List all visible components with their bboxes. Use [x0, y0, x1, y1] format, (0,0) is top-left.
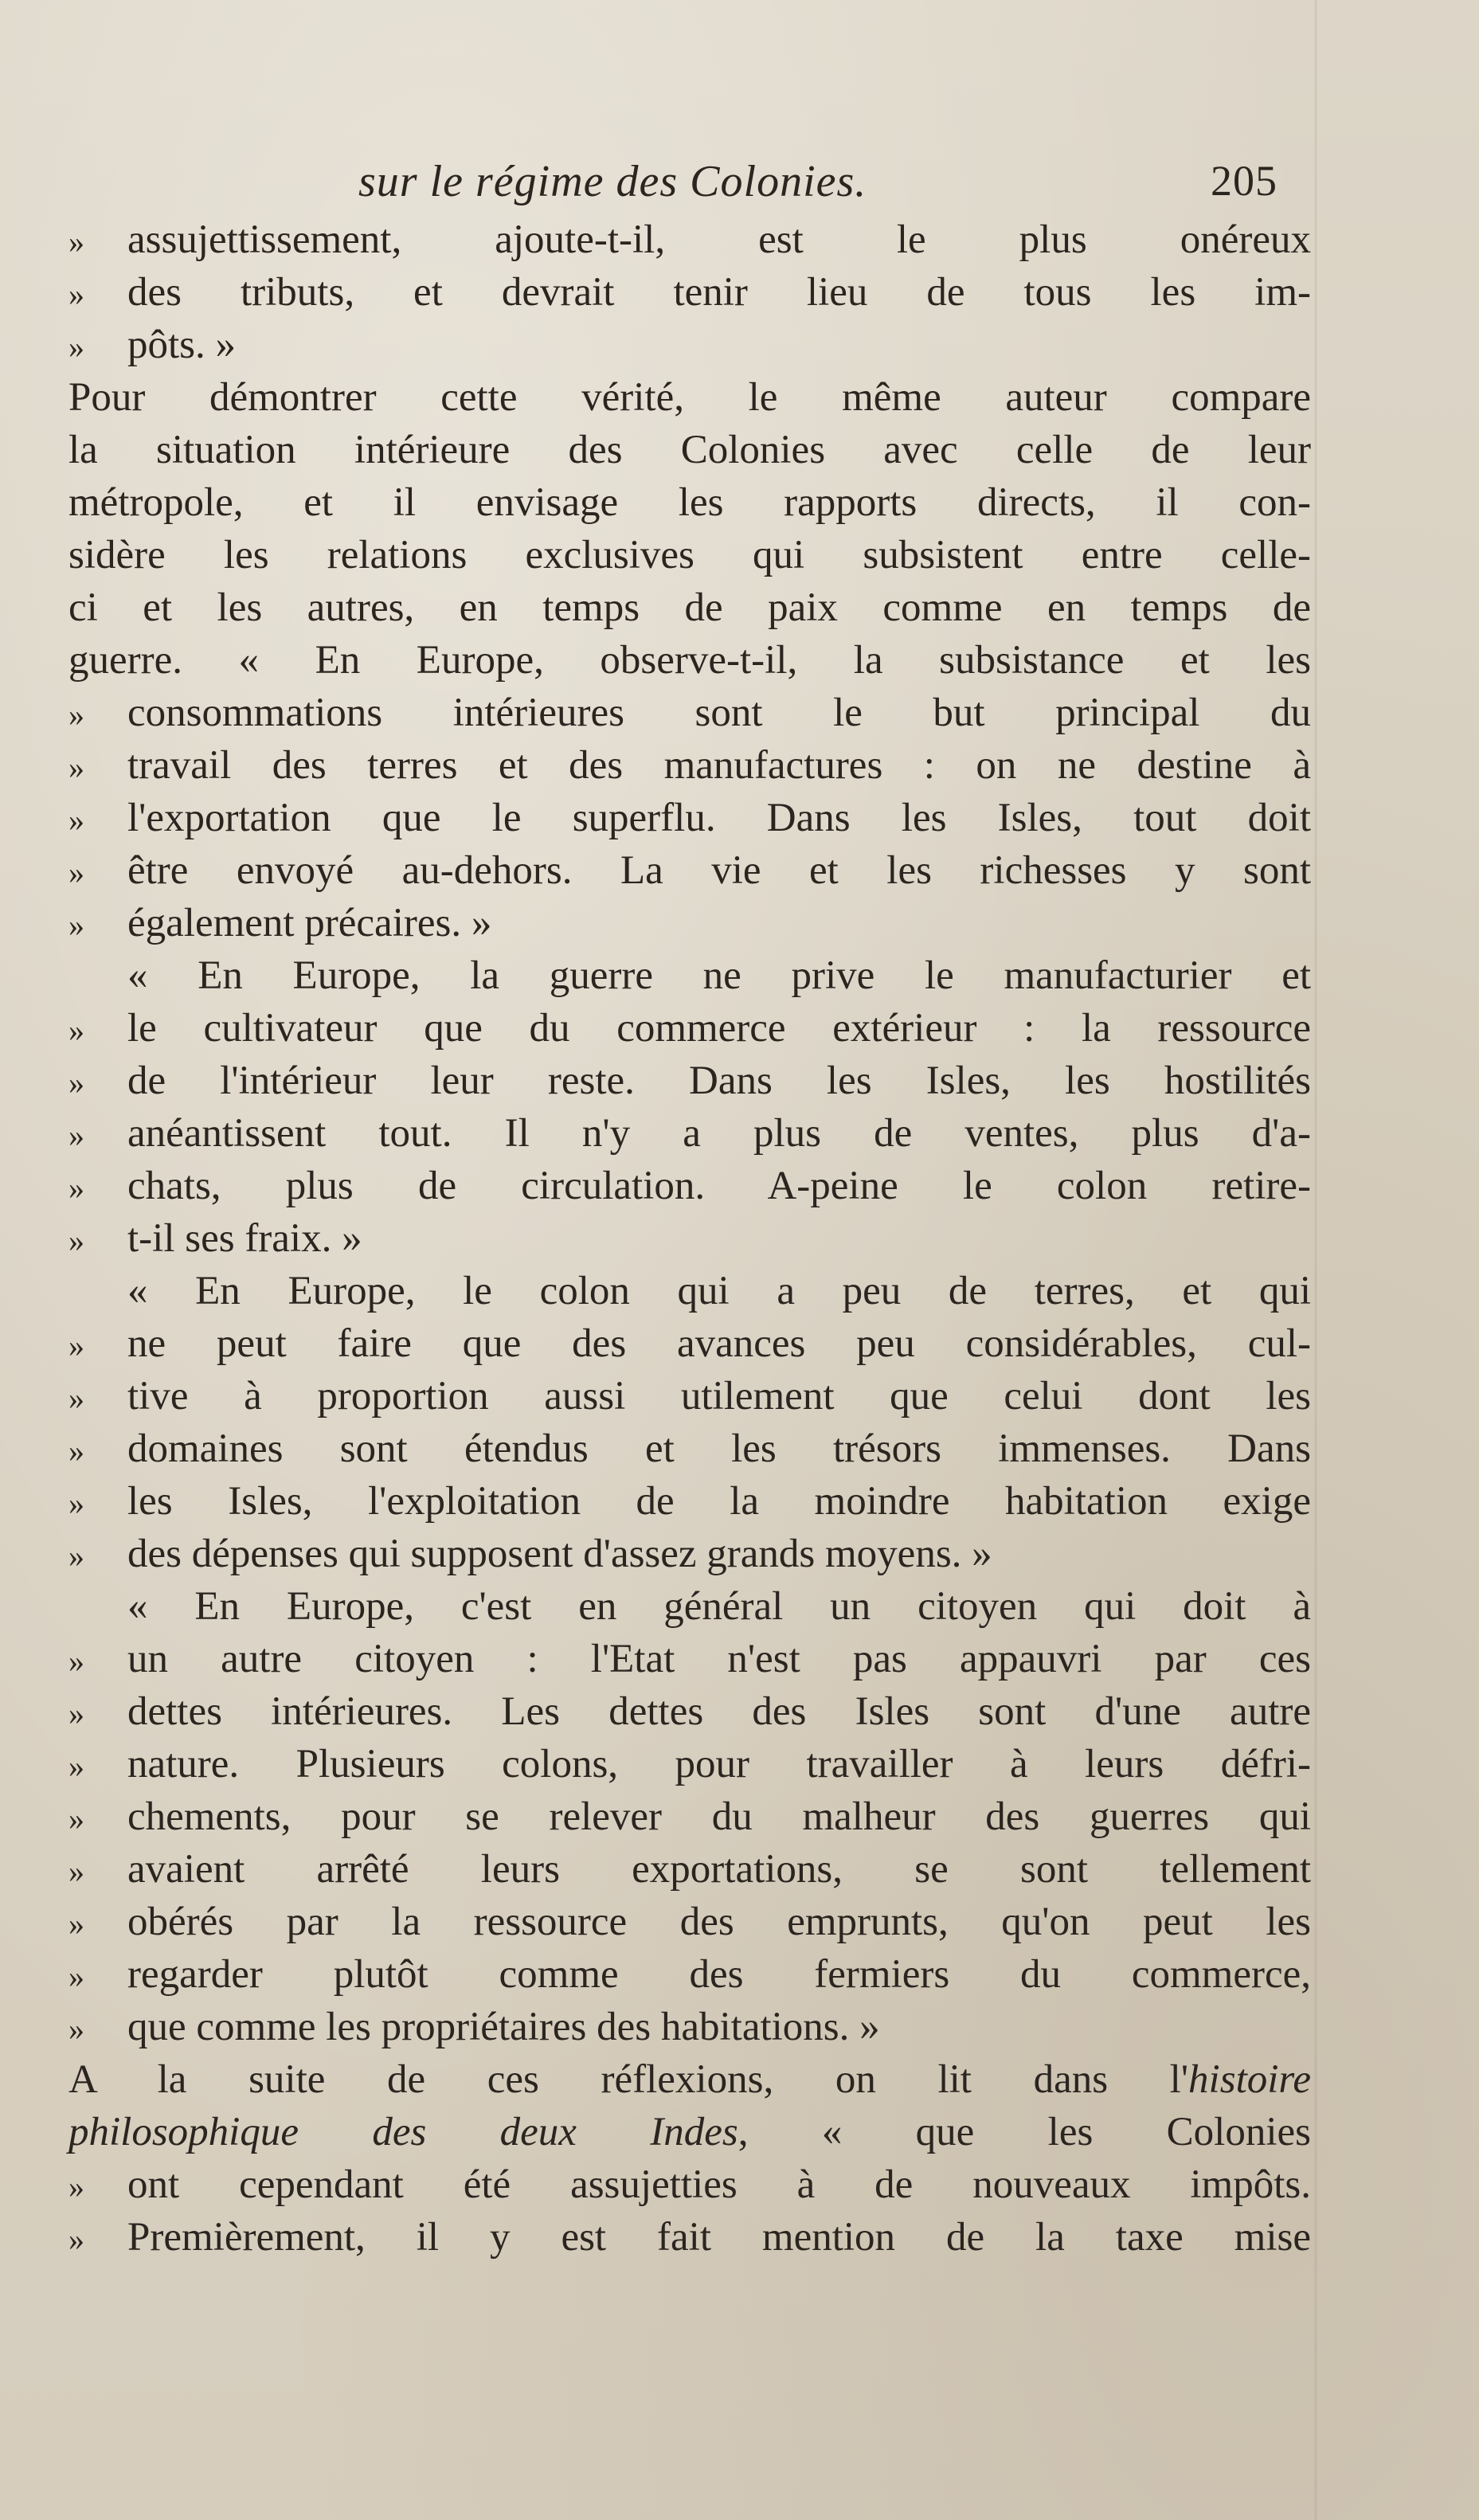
line-text: « En Europe, la guerre ne prive le manufacturier et [127, 953, 1311, 998]
line-text: assujettissement, ajoute-t-il, est le plus onéreux [127, 217, 1311, 262]
text-line [68, 371, 1311, 424]
text-line [68, 1633, 1311, 1685]
line-text: anéantissent tout. Il n'y a plus de ventes, plus d'a- [127, 1111, 1311, 1156]
quote-mark: » [68, 855, 84, 890]
text-line [68, 2158, 1311, 2211]
text-line [68, 1896, 1311, 1948]
text-line [68, 2001, 1311, 2053]
text-line [68, 844, 1311, 897]
quote-mark: » [68, 2169, 84, 2205]
line-text: ne peut faire que des avances peu considérables, cul- [127, 1321, 1311, 1366]
text-line [68, 1160, 1311, 1212]
text-line [68, 424, 1311, 476]
quote-mark: » [68, 1012, 84, 1048]
text-line [68, 1002, 1311, 1055]
line-text: dettes intérieures. Les dettes des Isles sont d'une autre [127, 1689, 1311, 1734]
text-line [68, 1212, 1311, 1265]
text-line [68, 792, 1311, 844]
line-text: avaient arrêté leurs exportations, se sont tellement [127, 1847, 1311, 1892]
quote-mark: » [68, 1485, 84, 1521]
quote-mark: » [68, 697, 84, 733]
quote-mark: » [68, 1380, 84, 1416]
line-text [68, 2106, 1311, 2158]
quote-mark: » [68, 1696, 84, 1732]
line-text: travail des terres et des manufactures : on ne destine à [127, 743, 1311, 788]
quote-mark: » [68, 907, 84, 943]
text-line [68, 1738, 1311, 1790]
text-line [68, 2106, 1311, 2158]
line-text: des dépenses qui supposent d'assez grands moyens. » [127, 1532, 992, 1576]
quote-mark: » [68, 1328, 84, 1364]
quote-mark: » [68, 224, 84, 260]
quote-mark: » [68, 1906, 84, 1942]
line-text: « En Europe, c'est en général un citoyen qui doit à [127, 1584, 1311, 1629]
quote-mark: » [68, 2011, 84, 2047]
line-text: obérés par la ressource des emprunts, qu'on peut les [127, 1900, 1311, 1944]
line-text: regarder plutôt comme des fermiers du commerce, [127, 1952, 1311, 1997]
line-text [68, 2053, 1311, 2106]
line-text: des tributs, et devrait tenir lieu de tous les im- [127, 270, 1311, 315]
text-line [68, 2211, 1311, 2264]
text-line [68, 1370, 1311, 1422]
text-line [68, 1790, 1311, 1843]
text-line [68, 1265, 1311, 1317]
text-line [68, 739, 1311, 792]
page-header [0, 156, 1479, 212]
line-text: sidère les relations exclusives qui subsistent entre celle- [68, 533, 1311, 577]
line-text: pôts. » [127, 323, 237, 367]
quote-mark: » [68, 1170, 84, 1206]
italic-title-philosophique: philosophique des deux Indes [68, 2110, 738, 2154]
quote-mark: » [68, 1065, 84, 1101]
line-text-roman: A la suite de ces réflexions, on lit dans l' [68, 2057, 1189, 2102]
line-text: tive à proportion aussi utilement que celui dont les [127, 1374, 1311, 1418]
line-text: guerre. « En Europe, observe-t-il, la subsistance et les [68, 638, 1311, 683]
text-line [68, 1422, 1311, 1475]
text-line [68, 213, 1311, 266]
text-line [68, 581, 1311, 634]
line-text: domaines sont étendus et les trésors immenses. Dans [127, 1426, 1311, 1471]
text-line [68, 2053, 1311, 2106]
line-text: t-il ses fraix. » [127, 1216, 362, 1261]
line-text: ci et les autres, en temps de paix comme en temps de [68, 585, 1311, 630]
line-text: nature. Plusieurs colons, pour travailler à leurs défri- [127, 1742, 1311, 1786]
quote-mark: » [68, 1958, 84, 1994]
text-line [68, 266, 1311, 319]
text-line [68, 687, 1311, 739]
line-text: Pour démontrer cette vérité, le même auteur compare [68, 375, 1311, 420]
quote-mark: » [68, 1117, 84, 1153]
quote-mark: » [68, 1538, 84, 1574]
line-text: un autre citoyen : l'Etat n'est pas appauvri par ces [127, 1637, 1311, 1681]
text-line [68, 1843, 1311, 1896]
line-text-roman: , « que les Colonies [738, 2110, 1311, 2154]
line-text: « En Europe, le colon qui a peu de terres, et qui [127, 1269, 1311, 1313]
line-text: être envoyé au-dehors. La vie et les richesses y sont [127, 848, 1311, 893]
quote-mark: » [68, 329, 84, 365]
quote-mark: » [68, 1748, 84, 1784]
quote-mark: » [68, 1801, 84, 1837]
text-line [68, 634, 1311, 687]
italic-title-histoire: histoire [1188, 2057, 1311, 2102]
body-text [68, 213, 1311, 2264]
quote-mark: » [68, 802, 84, 838]
quote-mark: » [68, 276, 84, 312]
text-line [68, 1685, 1311, 1738]
line-text: ont cependant été assujetties à de nouveaux impôts. [127, 2162, 1311, 2207]
quote-mark: » [68, 1433, 84, 1469]
quote-mark: » [68, 1853, 84, 1889]
text-line [68, 1528, 1311, 1580]
line-text: consommations intérieures sont le but principal du [127, 691, 1311, 735]
line-text: métropole, et il envisage les rapports directs, il con- [68, 480, 1311, 525]
line-text: l'exportation que le superflu. Dans les Isles, tout doit [127, 796, 1311, 840]
text-line [68, 1580, 1311, 1633]
page-fold-shadow [1314, 0, 1317, 2520]
running-title: sur le régime des Colonies. [358, 157, 867, 206]
text-line [68, 1055, 1311, 1107]
text-lines [68, 213, 1311, 2053]
quote-mark: » [68, 1223, 84, 1258]
line-text: la situation intérieure des Colonies avec celle de leur [68, 428, 1311, 472]
text-line [68, 949, 1311, 1002]
text-line [68, 319, 1311, 371]
text-line [68, 529, 1311, 581]
page-number: 205 [1211, 157, 1277, 205]
text-line [68, 1317, 1311, 1370]
text-line [68, 1107, 1311, 1160]
quote-mark: » [68, 2221, 84, 2257]
line-text: les Isles, l'exploitation de la moindre habitation exige [127, 1479, 1311, 1524]
line-text: Premièrement, il y est fait mention de la taxe mise [127, 2215, 1311, 2260]
line-text: de l'intérieur leur reste. Dans les Isles, les hostilités [127, 1058, 1311, 1103]
text-line [68, 897, 1311, 949]
line-text: le cultivateur que du commerce extérieur : la ressource [127, 1006, 1311, 1051]
text-line [68, 1948, 1311, 2001]
text-line [68, 476, 1311, 529]
line-text: également précaires. » [127, 901, 492, 945]
quote-mark: » [68, 749, 84, 785]
quote-mark: » [68, 1643, 84, 1679]
line-text: que comme les propriétaires des habitations. » [127, 2005, 880, 2049]
line-text: chats, plus de circulation. A-peine le colon retire- [127, 1164, 1311, 1208]
line-text: chements, pour se relever du malheur des guerres qui [127, 1794, 1311, 1839]
text-line [68, 1475, 1311, 1528]
